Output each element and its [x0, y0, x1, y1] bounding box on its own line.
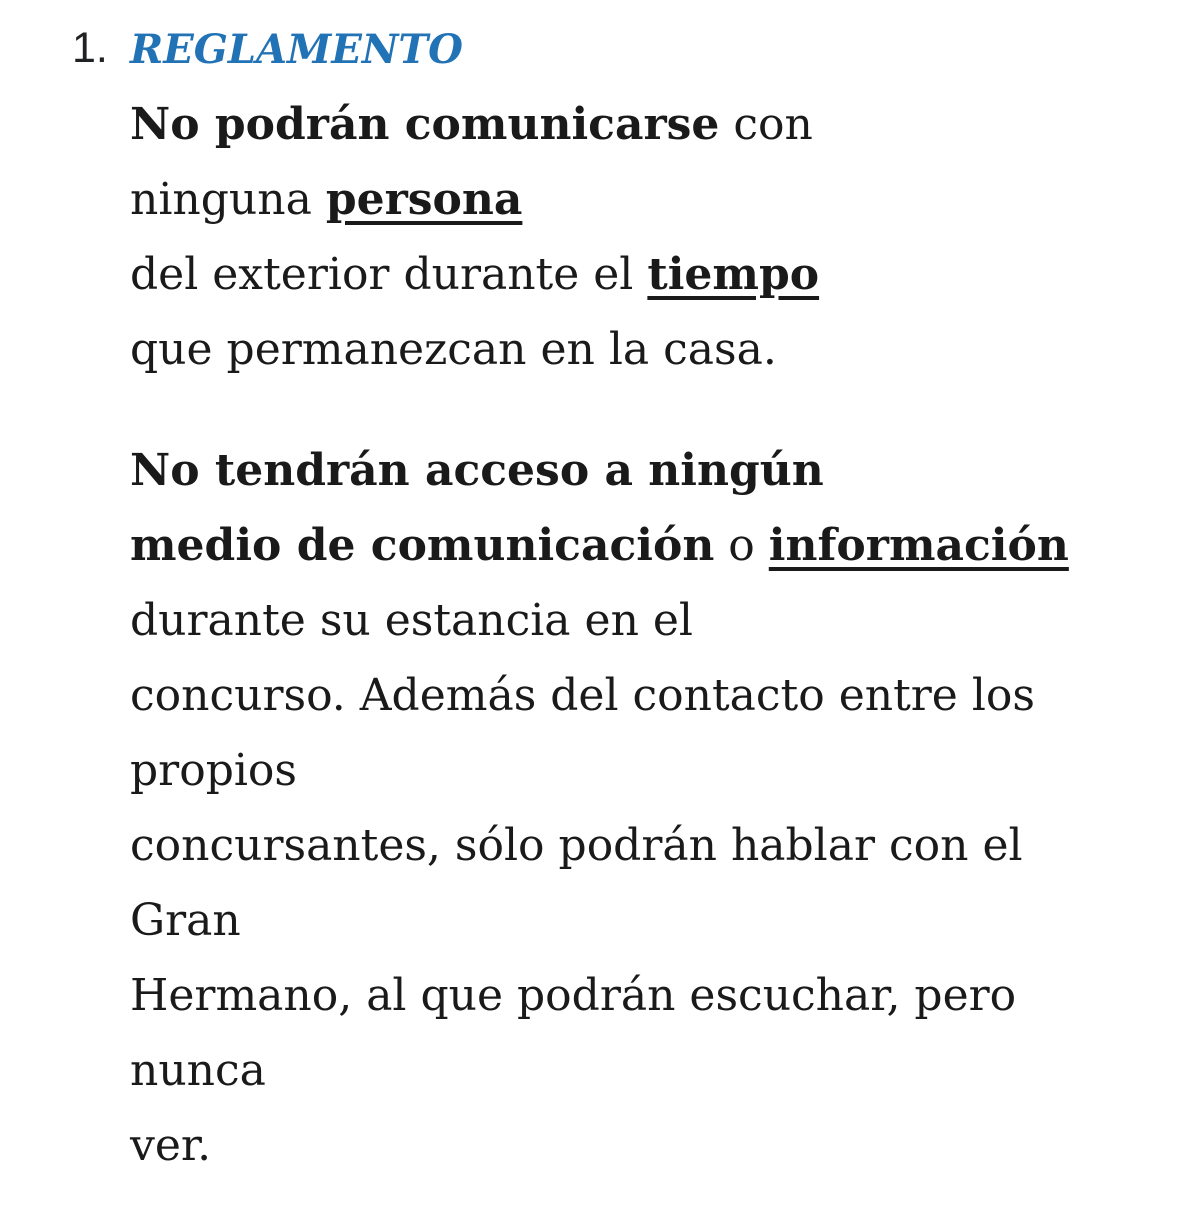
- text-segment: que permanezcan en la casa.: [130, 324, 777, 375]
- list-item-content: [130, 11, 1200, 1183]
- text-segment: Gran: [130, 895, 241, 946]
- text-segment: persona: [325, 174, 523, 225]
- paragraph-rules-communication: [130, 87, 1200, 387]
- text-segment: No podrán comunicarse: [130, 99, 720, 150]
- text-segment: ninguna: [130, 174, 326, 225]
- text-segment: tiempo: [647, 249, 820, 300]
- paragraph-rules-media-access: [130, 433, 1200, 1183]
- text-segment: del exterior durante el: [130, 249, 648, 300]
- text-segment: concursantes, sólo podrán hablar con el: [130, 820, 1023, 871]
- text-segment: concurso. Además del contacto entre los: [130, 670, 1035, 721]
- reglamento-link[interactable]: REGLAMENTO: [130, 26, 463, 73]
- text-segment: nunca: [130, 1045, 266, 1096]
- text-segment: o: [714, 520, 769, 571]
- text-segment: durante su estancia en el: [130, 595, 693, 646]
- text-segment: información: [768, 520, 1069, 571]
- text-segment: con: [719, 99, 813, 150]
- text-segment: No tendrán acceso a ningún: [130, 445, 824, 496]
- text-segment: Hermano, al que podrán escuchar, pero: [130, 970, 1017, 1021]
- text-segment: propios: [130, 745, 297, 796]
- text-segment: medio de comunicación: [130, 520, 715, 571]
- text-segment: ver.: [130, 1120, 212, 1171]
- title-line: [130, 11, 1200, 87]
- list-marker: 1.: [72, 24, 108, 72]
